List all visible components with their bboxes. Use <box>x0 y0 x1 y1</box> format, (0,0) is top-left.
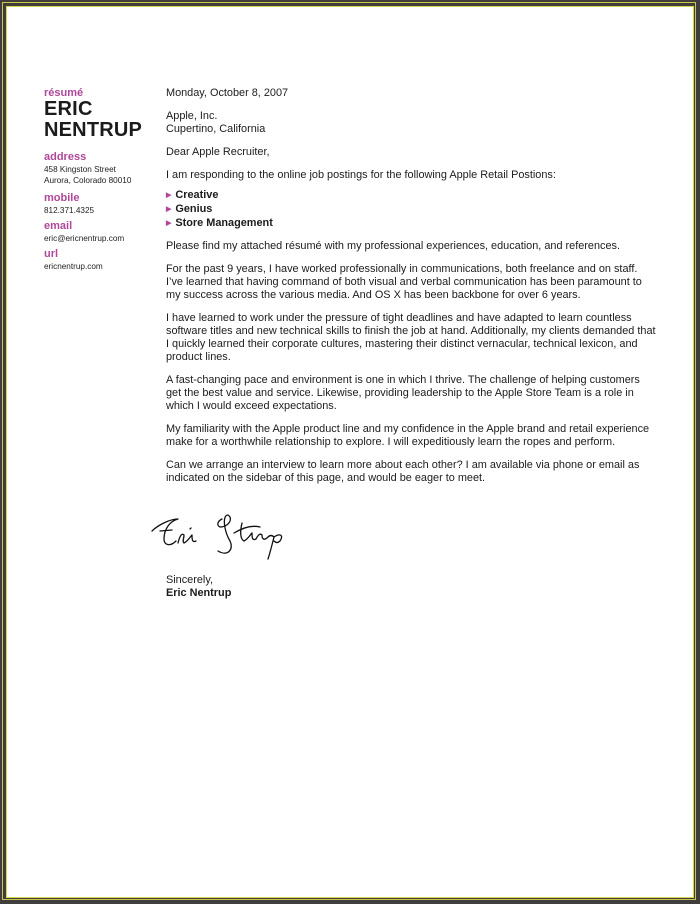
position-list <box>166 189 656 231</box>
bullet-triangle-icon: ▶ <box>166 206 172 213</box>
recipient-city: Cupertino, California <box>166 123 266 135</box>
url-label: url <box>44 248 59 260</box>
position-label: Store Management <box>175 217 273 229</box>
email-label: email <box>44 220 73 232</box>
body-paragraph: Can we arrange an interview to learn more about each other? I am available via phone or email as indicated on the sidebar of this page, and would be eager to meet. <box>166 459 640 484</box>
body-paragraph: My familiarity with the Apple product line and my confidence in the Apple brand and retail experience make for a worthwhile relationship to explore. I will expeditiously learn the ropes and perform. <box>166 423 650 448</box>
recipient-company: Apple, Inc. <box>166 110 218 122</box>
salutation: Dear Apple Recruiter, <box>166 146 270 158</box>
body-paragraph: Please find my attached résumé with my professional experiences, education, and references. <box>166 240 621 252</box>
signer-name: Eric Nentrup <box>166 587 232 599</box>
body-paragraph: I have learned to work under the pressure of tight deadlines and have adapted to learn countless software titles and new technical skills to finish the job at hand. Additionally, my clients demanded that I quickly learned their corporate cultures, mastering their distinct vernacular, technical lexicon, and product lines. <box>166 312 656 363</box>
bullet-triangle-icon: ▶ <box>166 220 172 227</box>
position-label: Creative <box>175 189 219 201</box>
email-value: eric@ericnentrup.com <box>44 234 125 243</box>
first-name: ERIC <box>44 98 93 120</box>
mobile-label: mobile <box>44 192 80 204</box>
mobile-value: 812.371.4325 <box>44 206 95 215</box>
handwritten-signature <box>148 505 308 565</box>
last-name: NENTRUP <box>44 119 143 141</box>
address-line1: 458 Kingston Street <box>44 165 116 174</box>
list-item <box>166 203 656 217</box>
list-item <box>166 217 656 231</box>
contact-sidebar <box>44 87 154 272</box>
letter-page <box>6 6 694 898</box>
address-label: address <box>44 151 87 163</box>
list-item <box>166 189 656 203</box>
position-label: Genius <box>175 203 213 215</box>
closing: Sincerely, <box>166 574 214 586</box>
body-paragraph: A fast-changing pace and environment is one in which I thrive. The challenge of helping customers get the best value and service. Likewise, providing leadership to the Apple Store Team is a role in which I would exceed expectations. <box>166 374 640 412</box>
resume-label: résumé <box>44 87 84 99</box>
intro-paragraph: I am responding to the online job postings for the following Apple Retail Postions: <box>166 169 556 181</box>
bullet-triangle-icon: ▶ <box>166 192 172 199</box>
letter-body <box>166 87 656 600</box>
letter-date: Monday, October 8, 2007 <box>166 87 289 99</box>
address-line2: Aurora, Colorado 80010 <box>44 176 132 185</box>
url-value: ericnentrup.com <box>44 262 103 271</box>
body-paragraph: For the past 9 years, I have worked professionally in communications, both freelance and on staff. I’ve learned that having command of both visual and verbal communication has been paramount to my success across the various media. And OS X has been backbone for over 6 years. <box>166 263 642 301</box>
